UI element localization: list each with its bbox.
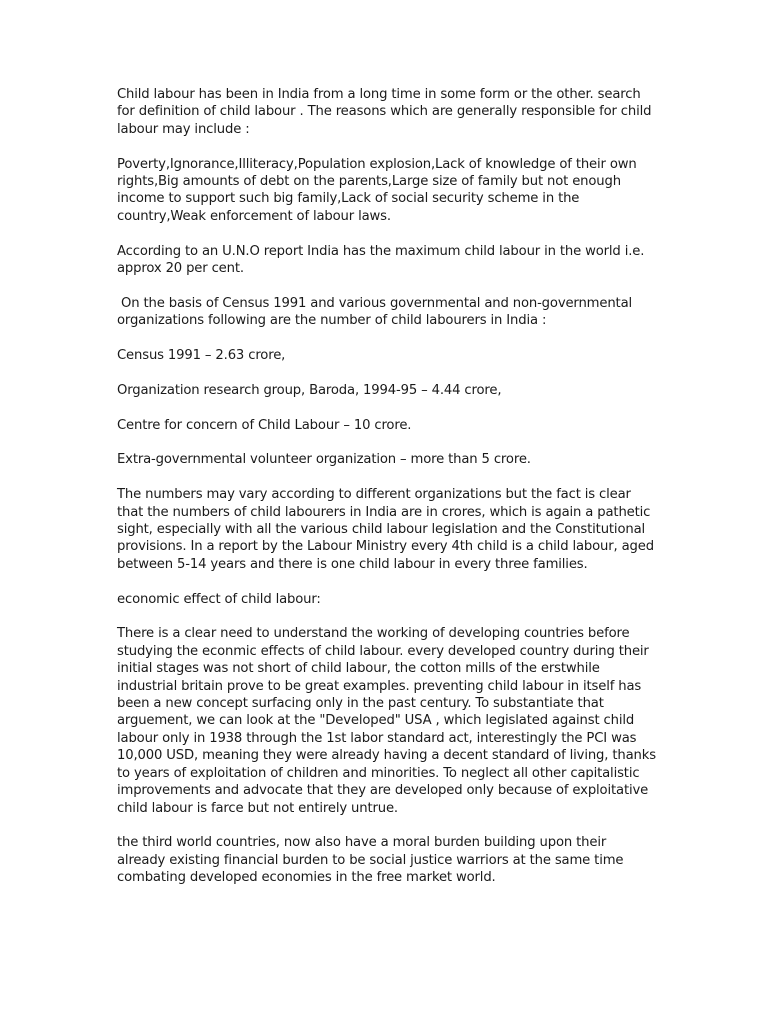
economic-effect-heading: economic effect of child labour: (117, 591, 321, 607)
volunteer-organization-line: Extra-governmental volunteer organization – more than 5 crore. (117, 452, 531, 468)
census-1991-line: Census 1991 – 2.63 crore, (117, 348, 286, 364)
third-world-paragraph: the third world countries, now also have a moral burden building upon their already existing financial burden to be social justice warriors at the same time combating developed economies in the free market world. (117, 835, 628, 886)
census-intro-paragraph: On the basis of Census 1991 and various governmental and non-governmental organizations following are the number of child labourers in India : (117, 295, 637, 329)
centre-for-concern-line: Centre for concern of Child Labour – 10 crore. (117, 417, 412, 433)
uno-report-paragraph: According to an U.N.O report India has the maximum child labour in the world i.e. approx 20 per cent. (117, 243, 649, 277)
baroda-research-line: Organization research group, Baroda, 1994-95 – 4.44 crore, (117, 382, 502, 398)
numbers-vary-paragraph: The numbers may vary according to different organizations but the fact is clear that the numbers of child labourers in India are in crores, which is again a pathetic sight, especially with all the various child labour legislation and the Constitutional provisions. In a report by the Labour Ministry every 4th child is a child labour, aged between 5-14 years and there is one child labour in every three families. (117, 487, 658, 572)
reasons-paragraph: Poverty,Ignorance,Illiteracy,Population explosion,Lack of knowledge of their own rights,Big amounts of debt on the parents,Large size of family but not enough income to support such big family,Lack of social security scheme in the country,Weak enforcement of labour laws. (117, 156, 641, 224)
document-page (117, 86, 660, 904)
developing-countries-paragraph: There is a clear need to understand the working of developing countries before studying the econmic effects of child labour. every developed country during their initial stages was not short of child labour, the cotton mills of the erstwhile industrial britain prove to be great examples. preventing child labour in itself has been a new concept surfacing only in the past century. To substantiate that arguement, we can look at the "Developed" USA , which legislated against child labour only in 1938 through the 1st labor standard act, interestingly the PCI was 10,000 USD, meaning they were already having a decent standard of living, thanks to years of exploitation of children and minorities. To neglect all other capitalistic improvements and advocate that they are developed only because of exploitative child labour is farce but not entirely untrue. (117, 626, 660, 816)
intro-paragraph: Child labour has been in India from a long time in some form or the other. search for definition of child labour . The reasons which are generally responsible for child labour may include : (117, 87, 656, 137)
